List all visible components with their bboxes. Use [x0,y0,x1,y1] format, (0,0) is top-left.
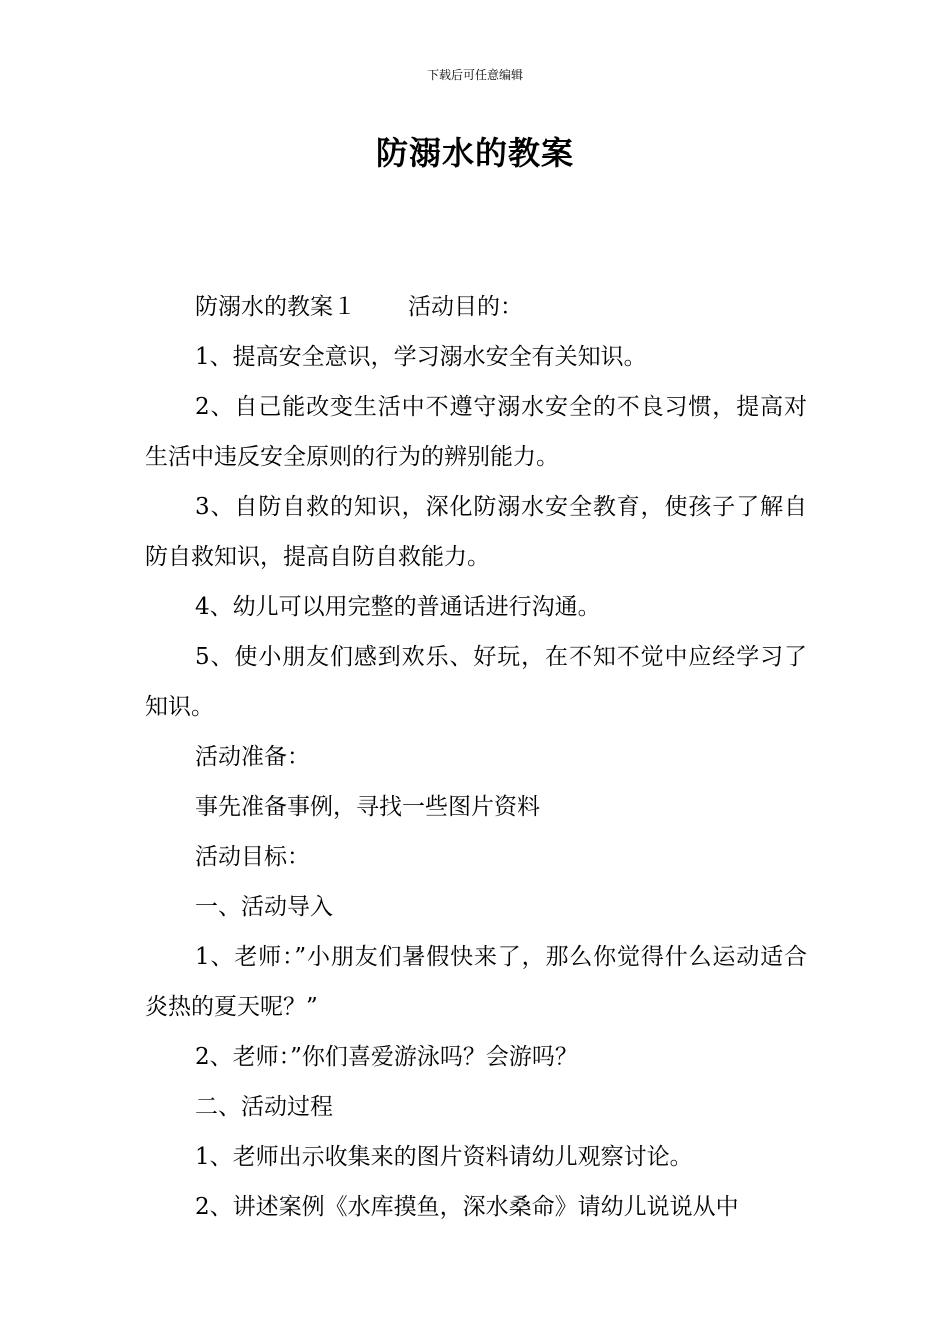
paragraph: 2、讲述案例《水库摸鱼，深水桑命》请幼儿说说从中 [195,1194,739,1220]
paragraph: 3、自防自救的知识，深化防溺水安全教育，使孩子了解自防自救知识，提高自防自救能力。 [145,494,807,570]
paragraph: 一、活动导入 [195,894,333,920]
paragraph: 活动目标： [195,844,310,870]
paragraph: 5、使小朋友们感到欢乐、好玩，在不知不觉中应经学习了知识。 [145,644,807,720]
paragraph: 活动准备： [195,744,310,770]
paragraph: 2、老师：”你们喜爱游泳吗？会游吗？ [195,1044,578,1070]
paragraph-intro [145,282,807,332]
paragraph: 1、老师：”小朋友们暑假快来了，那么你觉得什么运动适合炎热的夏天呢？” [145,944,807,1020]
paragraph: 1、提高安全意识，学习溺水安全有关知识。 [195,344,647,370]
paragraph: 2、自己能改变生活中不遵守溺水安全的不良习惯，提高对生活中违反安全原则的行为的辨别能力。 [145,394,807,470]
lesson-heading: 防溺水的教案１ [195,294,356,320]
document-body [145,282,807,1232]
paragraph: 1、老师出示收集来的图片资料请幼儿观察讨论。 [195,1144,693,1170]
header-note: 下载后可任意编辑 [426,68,523,82]
paragraph: 二、活动过程 [195,1094,333,1120]
paragraph: 4、幼儿可以用完整的普通话进行沟通。 [195,594,601,620]
document-title: 防溺水的教案 [375,134,574,172]
paragraph: 事先准备事例，寻找一些图片资料 [195,794,540,820]
section-heading-goals: 活动目的： [408,294,523,320]
